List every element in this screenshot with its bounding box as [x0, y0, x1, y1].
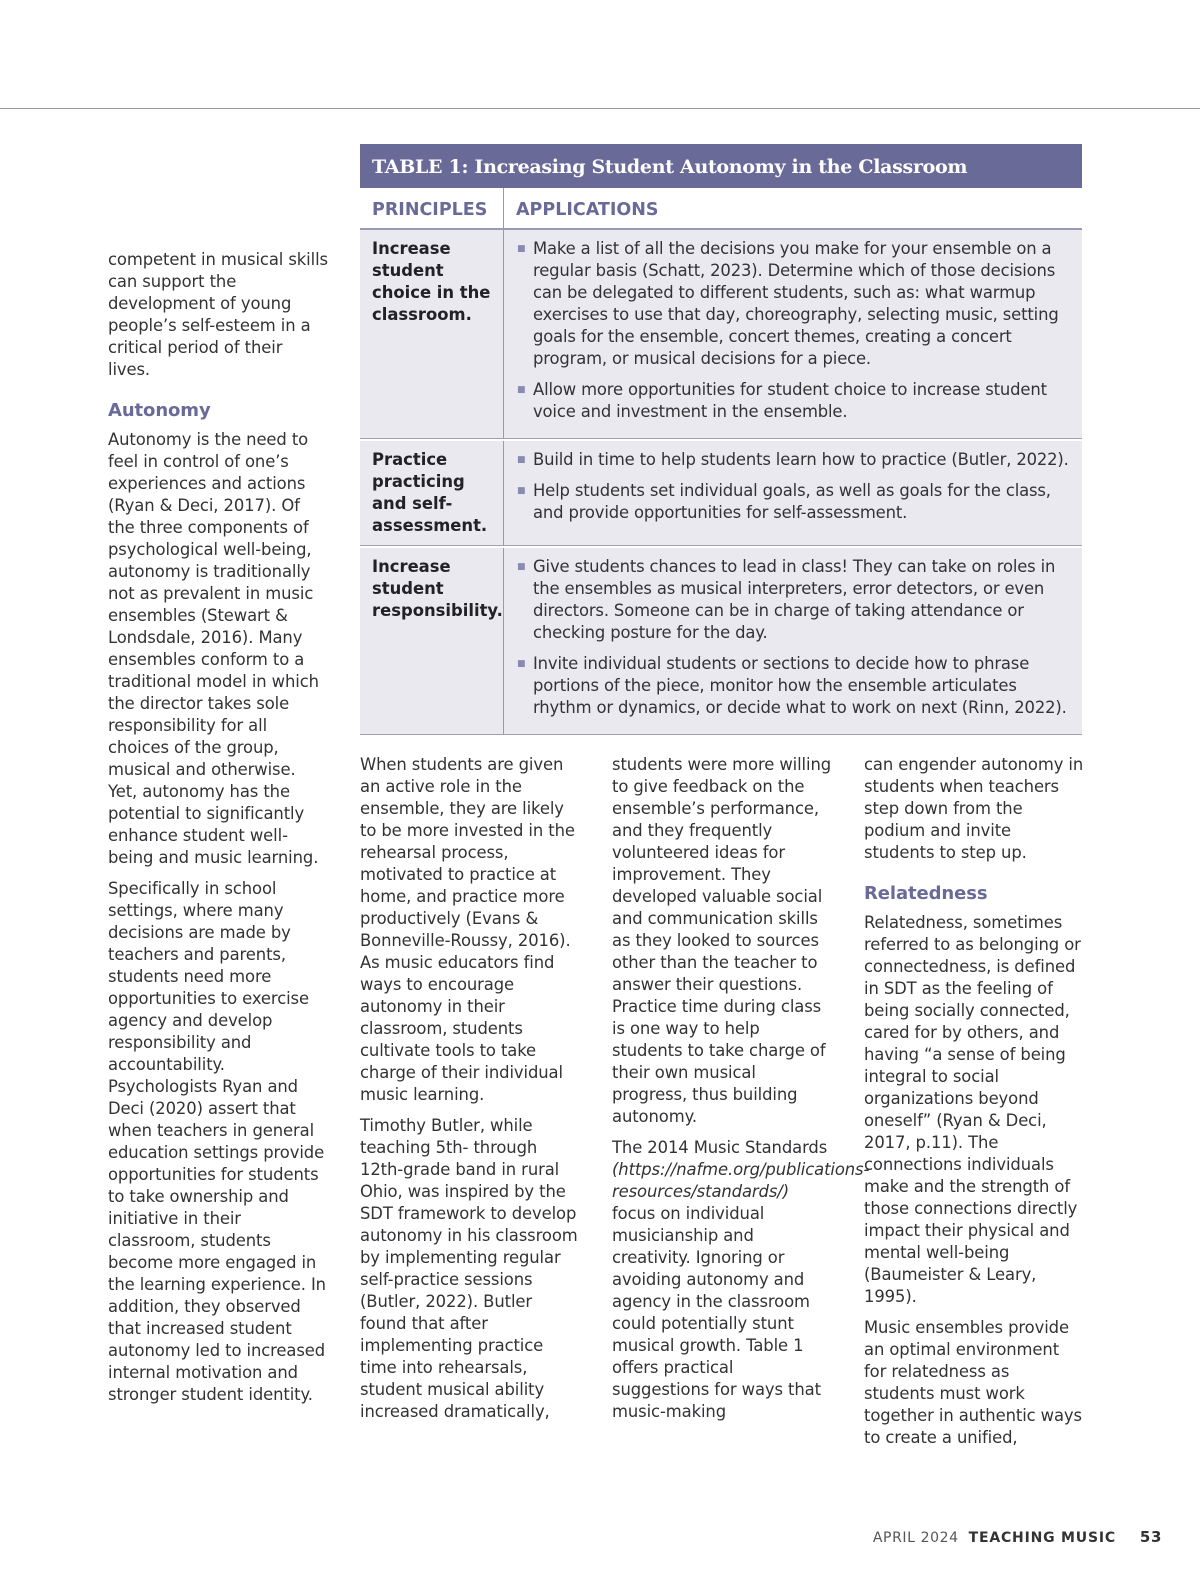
square-bullet-icon: ■ [517, 486, 526, 496]
applications-cell [504, 441, 1082, 545]
table-header-row [360, 188, 1082, 230]
application-item [516, 480, 1074, 524]
column-4-paragraph-3: Music ensembles provide an optimal environment for relatedness as students must work together in authentic ways to create a unified, [864, 1318, 1082, 1447]
header-principles: PRINCIPLES [360, 188, 504, 228]
table-row [360, 230, 1082, 439]
principle-cell: Increase student responsibility. [360, 548, 504, 734]
application-item [516, 653, 1074, 719]
standards-link[interactable]: (https://nafme.org/publications-resources/standards/) [612, 1160, 870, 1201]
autonomy-paragraph-2: Specifically in school settings, where many decisions are made by teachers and parents, students need more opportunities to exercise agency and develop responsibility and accountability. Psychologists Ryan and Deci (2020) assert that when teachers in general education settings provide opportunities for students to take ownership and initiative in their classroom, students become more engaged in the learning experience. In addition, they observed that increased student autonomy led to increased internal motivation and stronger student identity. [108, 879, 326, 1404]
square-bullet-icon: ■ [517, 455, 526, 465]
column-3-paragraph-1: students were more willing to give feedback on the ensemble’s performance, and they frequently volunteered ideas for improvement. They developed valuable social and communication skills as they looked to sources other than the teacher to answer their questions. Practice time during class is one way to help students to take charge of their own musical progress, thus building autonomy. [612, 755, 832, 1126]
application-text: Build in time to help students learn how to practice (Butler, 2022). [533, 450, 1069, 469]
application-text: Make a list of all the decisions you make for your ensemble on a regular basis (Schatt, 2023). Determine which of those decisions can be delegated to different students, such as: what warmup exercises to use that day, choreography, selecting music, setting goals for the ensemble, concert themes, creating a concert program, or musical decisions for a piece. [533, 239, 1059, 368]
column-2-paragraph-1: When students are given an active role in the ensemble, they are likely to be more invested in the rehearsal process, motivated to practice at home, and practice more productively (Evans & Bonneville-Roussy, 2016). As music educators find ways to encourage autonomy in their classroom, students cultivate tools to take charge of their individual music learning. [360, 755, 575, 1104]
autonomy-paragraph-1: Autonomy is the need to feel in control of one’s experiences and actions (Ryan & Deci, 2017). Of the three components of psychological well-being, autonomy is traditionally not as prevalent in music ensembles (Stewart & Londsdale, 2016). Many ensembles conform to a traditional model in which the director takes sole responsibility for all choices of the group, musical and otherwise. Yet, autonomy has the potential to significantly enhance student well-being and music learning. [108, 430, 319, 867]
standards-text-start: The 2014 Music Standards [612, 1138, 828, 1157]
column-2-paragraph-2: Timothy Butler, while teaching 5th- through 12th-grade band in rural Ohio, was inspired by the SDT framework to develop autonomy in his classroom by implementing regular self-practice sessions (Butler, 2022). Butler found that after implementing practice time into rehearsals, student musical ability increased dramatically, [360, 1116, 578, 1421]
application-item [516, 379, 1074, 423]
application-text: Invite individual students or sections to decide how to phrase portions of the piece, monitor how the ensemble articulates rhythm or dynamics, or decide what to work on next (Rinn, 2022). [533, 654, 1067, 717]
left-column [108, 249, 328, 1415]
relatedness-heading: Relatedness [864, 883, 988, 904]
autonomy-heading: Autonomy [108, 400, 211, 421]
table-1 [360, 144, 1082, 737]
application-text: Allow more opportunities for student choice to increase student voice and investment in the ensemble. [533, 380, 1047, 421]
application-item [516, 449, 1074, 471]
square-bullet-icon: ■ [517, 385, 526, 395]
application-item [516, 556, 1074, 644]
applications-cell [504, 230, 1082, 438]
column-4-paragraph-2: Relatedness, sometimes referred to as belonging or connectedness, is defined in SDT as the feeling of being socially connected, cared for by others, and having “a sense of being integral to social organizations beyond oneself” (Ryan & Deci, 2017, p.11). The connections individuals make and the strength of those connections directly impact their physical and mental well-being (Baumeister & Leary, 1995). [864, 913, 1081, 1306]
column-3 [612, 754, 870, 1432]
intro-paragraph: competent in musical skills can support the development of young people’s self-esteem in a critical period of their lives. [108, 250, 328, 379]
magazine-name: TEACHING MUSIC [968, 1530, 1116, 1546]
table-title: TABLE 1: Increasing Student Autonomy in the Classroom [360, 144, 1082, 188]
square-bullet-icon: ■ [517, 562, 526, 572]
page-footer [873, 1528, 1162, 1546]
standards-text-end: focus on individual musicianship and creativity. Ignoring or avoiding autonomy and agency in the classroom could potentially stunt musical growth. Table 1 offers practical suggestions for ways that music-making [612, 1204, 821, 1421]
square-bullet-icon: ■ [517, 244, 526, 254]
column-4-paragraph-1: can engender autonomy in students when teachers step down from the podium and invite students to step up. [864, 755, 1084, 862]
principle-cell: Increase student choice in the classroom. [360, 230, 504, 438]
application-text: Help students set individual goals, as well as goals for the class, and provide opportunities for self-assessment. [533, 481, 1051, 522]
applications-cell [504, 548, 1082, 734]
issue-date: APRIL 2024 [872, 1530, 959, 1546]
table-row [360, 441, 1082, 546]
column-4 [864, 754, 1084, 1458]
column-2 [360, 754, 580, 1432]
application-item [516, 238, 1074, 370]
page-number: 53 [1139, 1528, 1162, 1546]
top-rule [0, 108, 1200, 109]
square-bullet-icon: ■ [517, 659, 526, 669]
header-applications: APPLICATIONS [516, 200, 659, 220]
application-text: Give students chances to lead in class! They can take on roles in the ensembles as musical interpreters, error detectors, or even directors. Someone can be in charge of taking attendance or checking posture for the day. [533, 557, 1056, 642]
column-3-paragraph-2 [612, 1137, 870, 1423]
principle-cell: Practice practicing and self-assessment. [360, 441, 504, 545]
table-row [360, 548, 1082, 735]
